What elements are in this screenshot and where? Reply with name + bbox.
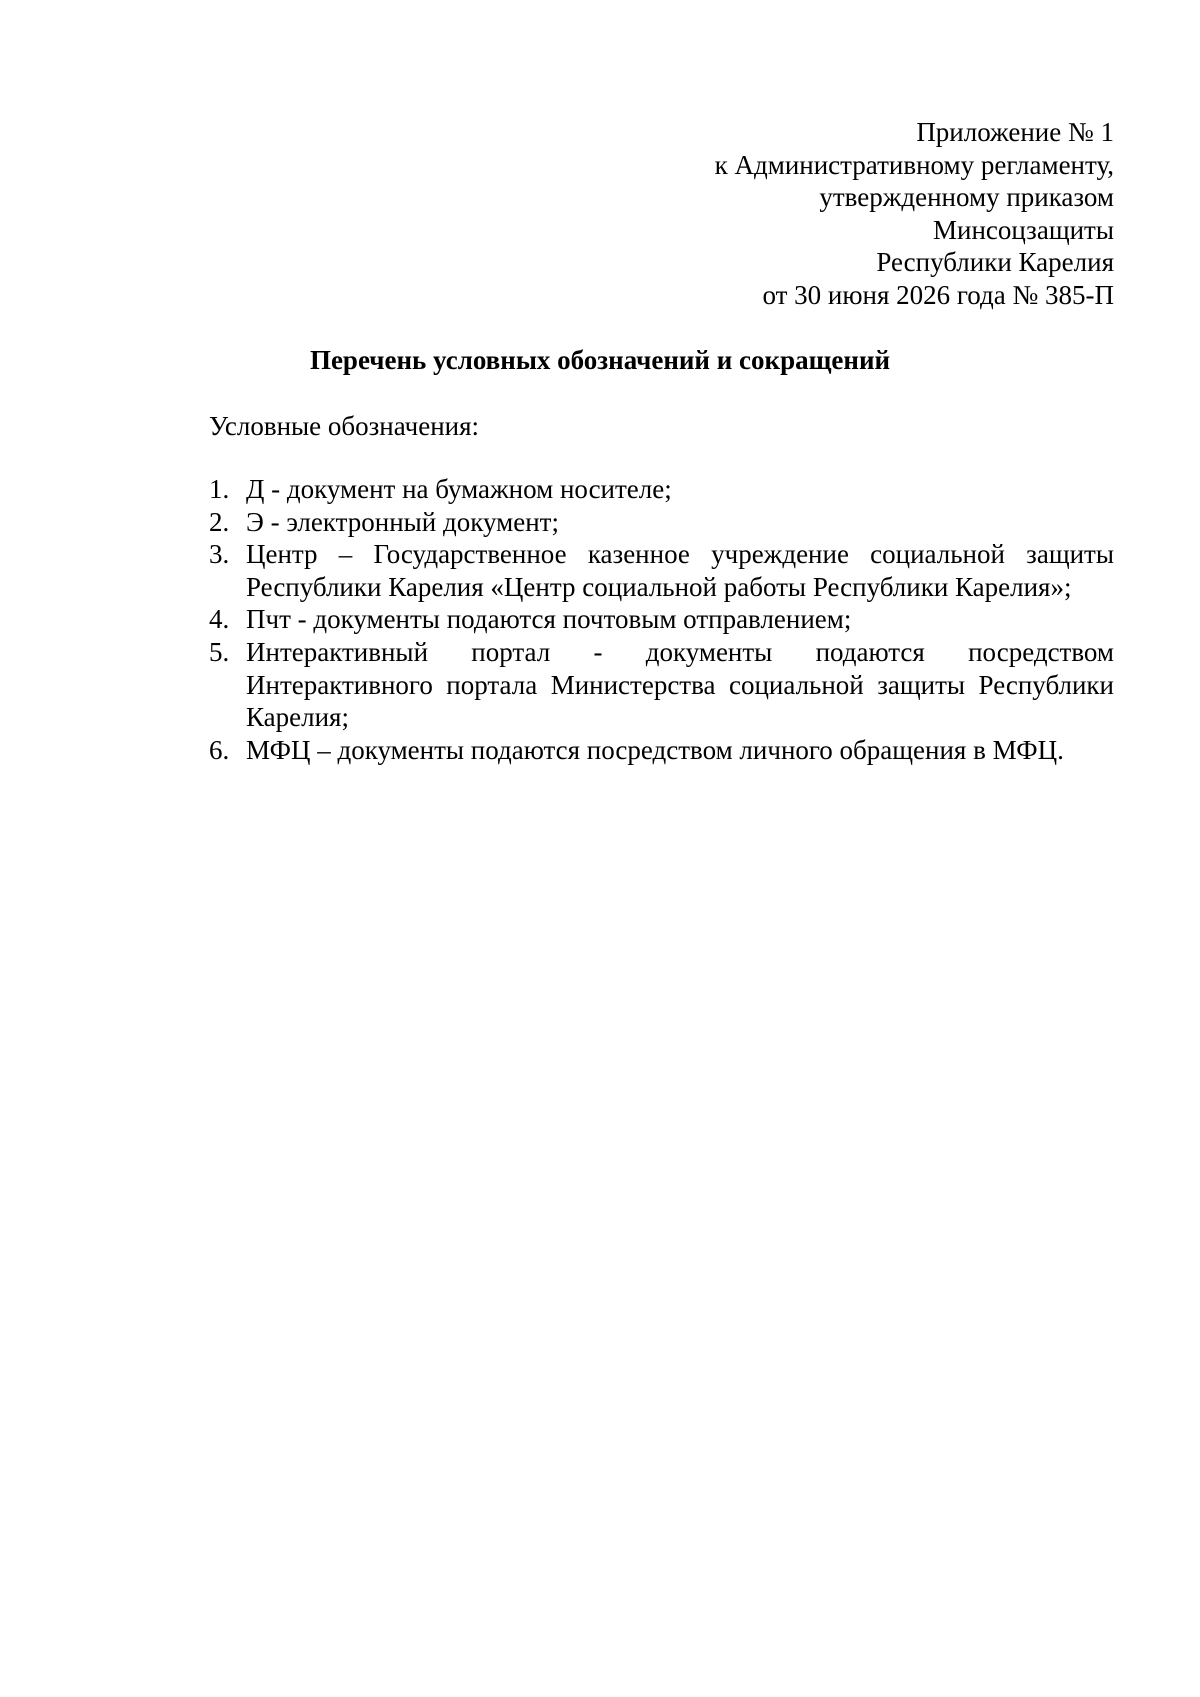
list-item-text: Центр – Государственное казенное учреждение социальной защиты Республики Карелия «Центр социальной работы Республики Карелия»; xyxy=(246,539,1114,602)
list-item-number: 2. xyxy=(209,506,230,537)
abbreviations-list xyxy=(209,473,1114,766)
list-item-text: Интерактивный портал - документы подаются посредством Интерактивного портала Министерства социальной защиты Республики Карелия; xyxy=(246,636,1114,733)
list-item-number: 5. xyxy=(209,636,230,667)
appendix-header xyxy=(514,116,1114,312)
header-line: утвержденному приказом xyxy=(819,182,1114,213)
header-line: от 30 июня 2026 года № 385-П xyxy=(762,279,1114,310)
list-item-text: Пчт - документы подаются почтовым отправлением; xyxy=(246,604,852,635)
list-item xyxy=(209,603,1114,636)
header-line: к Административному регламенту, xyxy=(714,149,1114,180)
list-item xyxy=(209,506,1114,539)
header-line: Республики Карелия xyxy=(876,247,1114,278)
header-line: Приложение № 1 xyxy=(916,117,1114,147)
list-item-number: 4. xyxy=(209,604,230,635)
list-item-number: 1. xyxy=(209,474,230,504)
list-item-text: Д - документ на бумажном носителе; xyxy=(246,474,672,504)
list-item-text: МФЦ – документы подаются посредством личного обращения в МФЦ. xyxy=(246,734,1064,765)
list-item xyxy=(209,473,1114,506)
list-item-text: Э - электронный документ; xyxy=(246,506,559,537)
document-title: Перечень условных обозначений и сокращений xyxy=(309,345,891,375)
list-item xyxy=(209,636,1114,734)
section-subheading: Условные обозначения: xyxy=(209,411,480,441)
list-item xyxy=(209,538,1114,603)
header-line: Минсоцзащиты xyxy=(933,214,1114,245)
list-item-number: 6. xyxy=(209,734,230,765)
list-item xyxy=(209,734,1114,767)
list-item-number: 3. xyxy=(209,539,230,570)
